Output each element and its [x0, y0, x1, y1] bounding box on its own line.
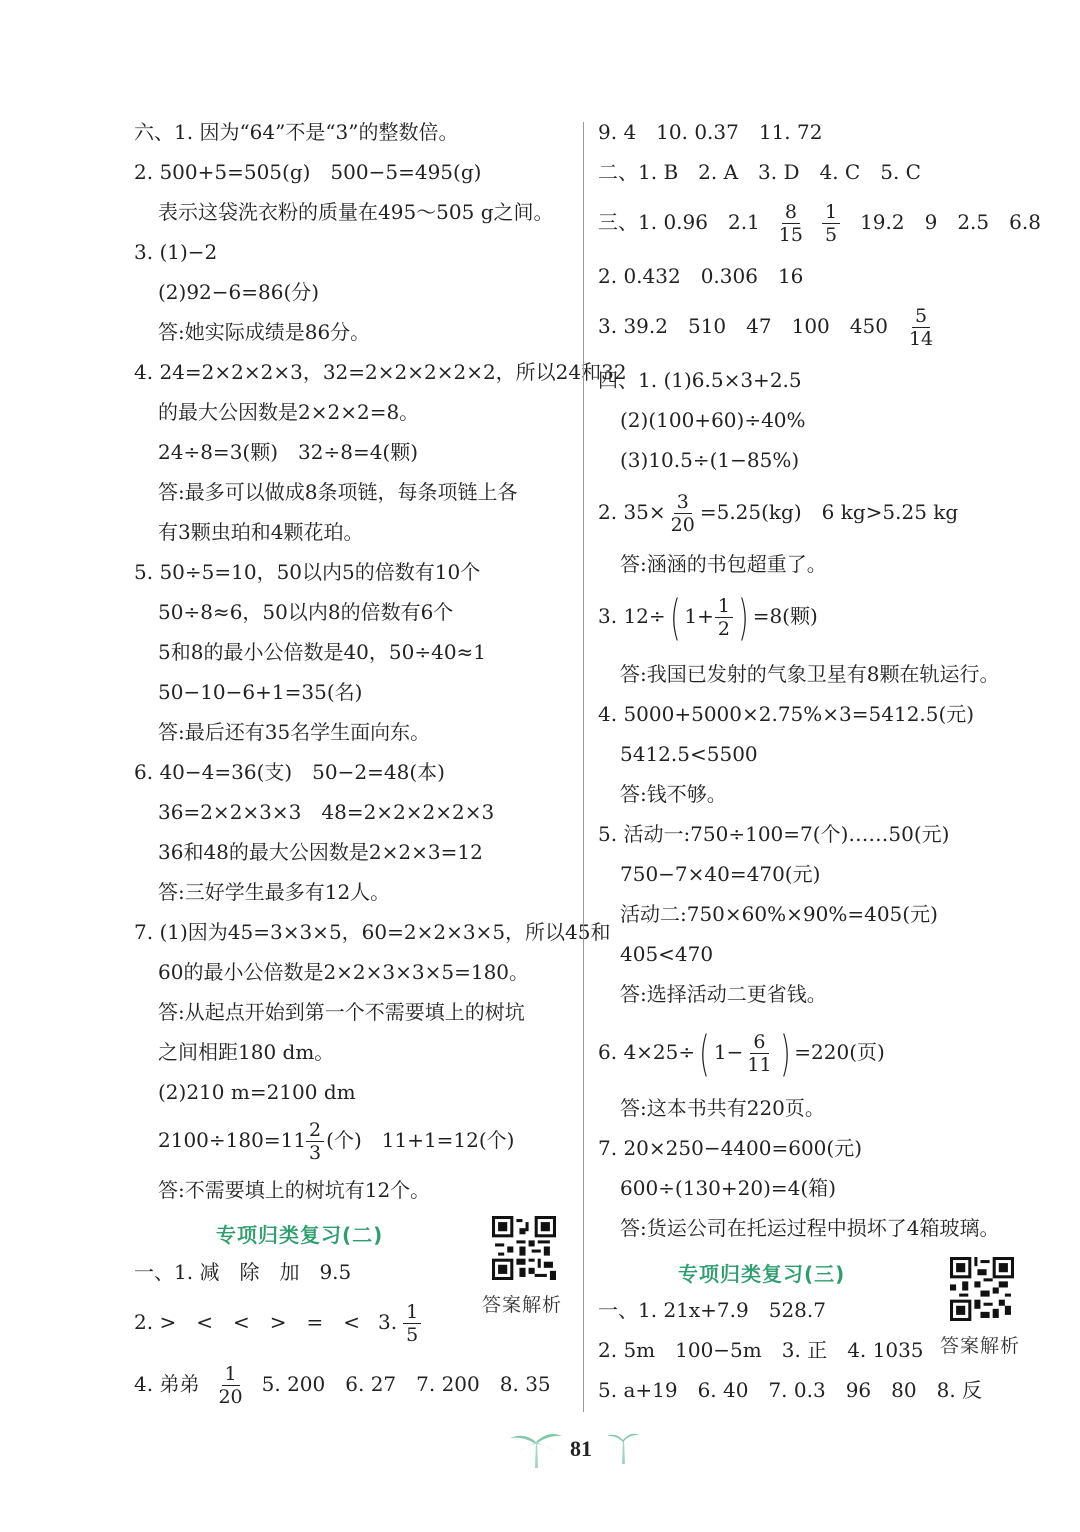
fraction-denominator: 2 — [717, 618, 730, 640]
expr-text: 3. 39.2 510 47 100 450 — [598, 314, 888, 338]
answer-line: 2. 0.432 0.306 16 — [598, 264, 804, 288]
answer-line-mixed-fraction — [158, 1118, 515, 1164]
answer-line: 24÷8=3(颗) 32÷8=4(颗) — [158, 440, 419, 464]
answer-line: 答:不需要填上的树坑有12个。 — [158, 1178, 431, 1202]
expr-text: (个) 11+1=12(个) — [326, 1128, 515, 1152]
expr-text: 三、1. 0.96 2.1 — [598, 210, 760, 234]
qr-label: 答案解析 — [482, 1294, 563, 1316]
answer-line: 答:这本书共有220页。 — [620, 1096, 825, 1120]
answer-line: (2)210 m=2100 dm — [158, 1080, 356, 1104]
qr-label: 答案解析 — [940, 1335, 1021, 1357]
fraction-numerator: 6 — [750, 1031, 768, 1054]
answer-line: 一、1. 减 除 加 9.5 — [134, 1260, 352, 1284]
answer-line: 答:选择活动二更省钱。 — [620, 982, 827, 1006]
expr-text: 2100÷180=11 — [158, 1128, 307, 1152]
expr-text: =8(颗) — [752, 604, 818, 628]
fraction-numerator: 5 — [912, 305, 930, 328]
answer-line: 405<470 — [620, 942, 714, 966]
answer-line: 答:钱不够。 — [620, 782, 727, 806]
expr-text: =220(页) — [794, 1040, 885, 1064]
palm-tree-icon — [508, 1428, 564, 1468]
fraction-numerator: 8 — [782, 201, 800, 224]
expr-text: 4. 弟弟 — [134, 1372, 200, 1396]
answer-line: (2)92−6=86(分) — [158, 280, 320, 304]
page-number: 81 — [570, 1436, 592, 1461]
column-divider — [583, 122, 584, 1412]
expr-text: 3. 12÷ — [598, 604, 666, 628]
fraction-denominator: 14 — [908, 328, 934, 350]
qr-code-icon[interactable] — [492, 1216, 556, 1280]
answer-line: 四、1. (1)6.5×3+2.5 — [598, 368, 802, 392]
expr-text: =5.25(kg) 6 kg>5.25 kg — [699, 500, 959, 524]
answer-line: 有3颗虫珀和4颗花珀。 — [158, 520, 364, 544]
answer-line: 5. 活动一:750÷100=7(个)……50(元) — [598, 822, 950, 846]
answer-line-fraction — [598, 589, 818, 646]
answer-line-fraction — [598, 486, 958, 538]
answer-line: 5. 50÷5=10，50以内5的倍数有10个 — [134, 560, 481, 584]
expr-text: 2. 35× — [598, 500, 666, 524]
answer-line: (2)(100+60)÷40% — [620, 408, 806, 432]
expr-text: 2. > < < > = < — [134, 1310, 360, 1334]
answer-line-fraction — [134, 1358, 551, 1410]
fraction-denominator: 20 — [670, 514, 695, 536]
answer-line: 4. 24=2×2×2×3，32=2×2×2×2×2，所以24和32 — [134, 360, 627, 384]
answer-line: 60的最小公倍数是2×2×3×3×5=180。 — [158, 960, 530, 984]
answer-line: 表示这袋洗衣粉的质量在495～505 g之间。 — [158, 200, 554, 224]
answer-line: 5412.5<5500 — [620, 742, 758, 766]
answer-line: 答:从起点开始到第一个不需要填上的树坑 — [158, 1000, 525, 1024]
answer-line-fraction — [134, 1296, 427, 1348]
answer-line: 36=2×2×3×3 48=2×2×2×2×3 — [158, 800, 495, 824]
fraction-denominator: 3 — [309, 1142, 322, 1164]
fraction-numerator: 1 — [403, 1301, 421, 1324]
paren-right: ) — [779, 1025, 791, 1082]
fraction-denominator: 11 — [747, 1054, 772, 1076]
answer-line: 答:涵涵的书包超重了。 — [620, 552, 827, 576]
answer-line: 5和8的最小公倍数是40，50÷40≈1 — [158, 640, 487, 664]
answer-line: 600÷(130+20)=4(箱) — [620, 1176, 837, 1200]
answer-line: 的最大公因数是2×2×2=8。 — [158, 400, 420, 424]
answer-line: 答:我国已发射的气象卫星有8颗在轨运行。 — [620, 662, 1000, 686]
answer-line-fraction — [598, 300, 948, 352]
answer-line: 答:三好学生最多有12人。 — [158, 880, 391, 904]
fraction-denominator: 20 — [218, 1386, 243, 1408]
expr-text: 1+ — [684, 604, 714, 628]
fraction-numerator: 1 — [822, 201, 840, 224]
qr-code-icon[interactable] — [950, 1257, 1014, 1321]
answer-line: 36和48的最大公因数是2×2×3=12 — [158, 840, 483, 864]
qr-code-graphic — [492, 1216, 556, 1280]
section-title-3: 专项归类复习(三) — [678, 1262, 846, 1286]
expr-text: 1− — [713, 1040, 744, 1064]
answer-line: 50−10−6+1=35(名) — [158, 680, 363, 704]
expr-text: 5. 200 6. 27 7. 200 8. 35 — [261, 1372, 551, 1396]
paren-left: ( — [699, 1025, 710, 1082]
answer-line: 答:她实际成绩是86分。 — [158, 320, 371, 344]
fraction-numerator: 3 — [674, 491, 692, 514]
expr-text: 19.2 9 2.5 6.8 — [860, 210, 1041, 234]
fraction-denominator: 5 — [824, 224, 838, 246]
answer-line: 六、1. 因为“64”不是“3”的整数倍。 — [134, 120, 459, 144]
answer-line: 6. 40−4=36(支) 50−2=48(本) — [134, 760, 445, 784]
answer-line: 4. 5000+5000×2.75%×3=5412.5(元) — [598, 702, 975, 726]
answer-line: 2. 5m 100−5m 3. 正 4. 1035 — [598, 1338, 924, 1362]
answer-line: 7. (1)因为45=3×3×5，60=2×2×3×5，所以45和 — [134, 920, 611, 944]
answer-line: 之间相距180 dm。 — [158, 1040, 335, 1064]
fraction-denominator: 5 — [406, 1324, 419, 1346]
answer-line: 一、1. 21x+7.9 528.7 — [598, 1298, 826, 1322]
paren-right: ) — [738, 589, 749, 646]
answer-line: 活动二:750×60%×90%=405(元) — [620, 902, 938, 926]
answer-line: 2. 500+5=505(g) 500−5=495(g) — [134, 160, 482, 184]
palm-tree-icon — [606, 1428, 640, 1464]
answer-line: 9. 4 10. 0.37 11. 72 — [598, 120, 823, 144]
paren-left: ( — [669, 589, 681, 646]
qr-code-graphic — [950, 1257, 1014, 1321]
answer-line: 答:最后还有35名学生面向东。 — [158, 720, 431, 744]
answer-line-fraction — [598, 1025, 885, 1082]
fraction-numerator: 2 — [306, 1119, 324, 1142]
answer-line: 750−7×40=470(元) — [620, 862, 821, 886]
answer-line: 7. 20×250−4400=600(元) — [598, 1136, 863, 1160]
expr-text: 3. — [378, 1310, 398, 1334]
answer-line: 50÷8≈6，50以内8的倍数有6个 — [158, 600, 454, 624]
fraction-numerator: 1 — [715, 595, 733, 618]
fraction-numerator: 1 — [222, 1363, 240, 1386]
answer-line: 5. a+19 6. 40 7. 0.3 96 80 8. 反 — [598, 1378, 983, 1402]
fraction-denominator: 15 — [778, 224, 803, 246]
section-title-2: 专项归类复习(二) — [216, 1223, 384, 1247]
answer-line: 3. (1)−2 — [134, 240, 218, 264]
answer-line: 答:货运公司在托运过程中损坏了4箱玻璃。 — [620, 1216, 1000, 1240]
answer-line: 答:最多可以做成8条项链，每条项链上各 — [158, 480, 518, 504]
answer-line-fraction — [598, 196, 1041, 248]
expr-text: 6. 4×25÷ — [598, 1040, 696, 1064]
answer-line: (3)10.5÷(1−85%) — [620, 448, 800, 472]
answer-line: 二、1. B 2. A 3. D 4. C 5. C — [598, 160, 921, 184]
